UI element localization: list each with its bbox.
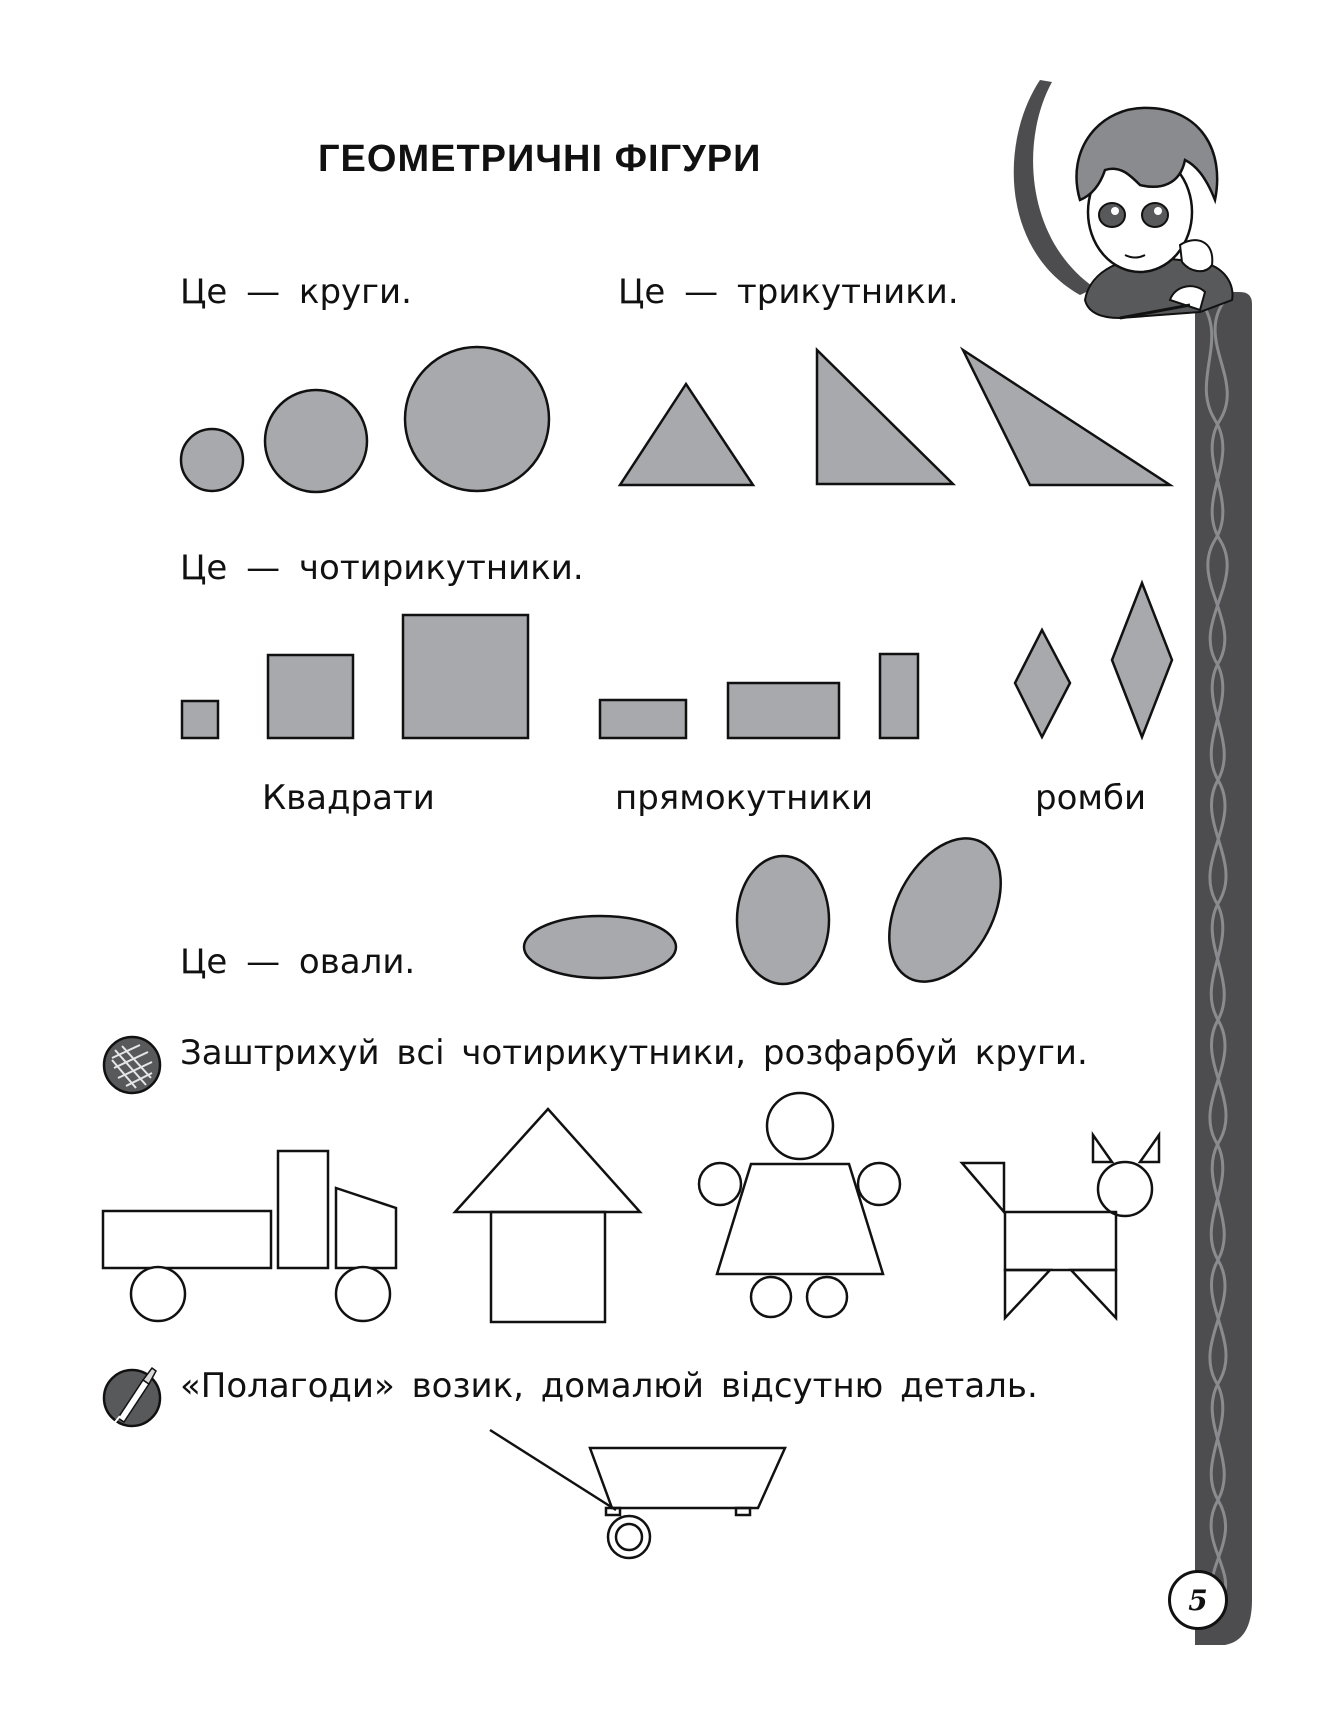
circle-small <box>181 429 243 491</box>
truck-figure <box>103 1151 396 1321</box>
rhombus-large <box>1112 583 1172 737</box>
oval-tilted <box>866 819 1023 1000</box>
page-number: 5 <box>1168 1570 1228 1630</box>
square-medium <box>268 655 353 738</box>
rectangle-3 <box>880 654 918 738</box>
circle-medium <box>265 390 367 492</box>
squares-caption: Квадрати <box>262 778 435 818</box>
triangle-equilateral <box>620 384 753 485</box>
triangle-obtuse <box>963 350 1170 485</box>
rhombi-group <box>1015 583 1172 737</box>
square-large <box>403 615 528 738</box>
ovals-group <box>524 819 1024 1000</box>
robot-figure <box>699 1093 900 1317</box>
square-small <box>182 701 218 738</box>
rectangle-2 <box>728 683 839 738</box>
circles-label: Це — круги. <box>180 272 412 312</box>
triangles-group <box>620 350 1170 485</box>
cat-figure <box>962 1135 1159 1318</box>
page-title: ГЕОМЕТРИЧНІ ФІГУРИ <box>318 138 762 180</box>
rectangle-1 <box>600 700 686 738</box>
task-2-text: «Полагоди» возик, домалюй відсутню деталь. <box>180 1366 1038 1406</box>
side-band <box>1195 292 1252 1645</box>
pen-icon <box>104 1368 160 1426</box>
oval-horizontal <box>524 916 676 978</box>
cart-figure <box>490 1430 785 1558</box>
rectangles-group <box>600 654 918 738</box>
circle-large <box>405 347 549 491</box>
oval-vertical <box>737 856 829 984</box>
triangles-label: Це — трикутники. <box>618 272 959 312</box>
rectangles-caption: прямокутники <box>615 778 874 818</box>
house-figure <box>455 1109 640 1322</box>
task-1-text: Заштрихуй всі чотирикутники, розфарбуй круги. <box>180 1033 1088 1073</box>
ovals-label: Це — овали. <box>180 942 416 982</box>
triangle-right <box>817 350 953 484</box>
squares-group <box>182 615 528 738</box>
rhombus-small <box>1015 630 1070 737</box>
rhombi-caption: ромби <box>1035 778 1147 818</box>
circles-group <box>181 347 549 492</box>
hatch-icon <box>104 1037 160 1093</box>
boy-illustration <box>1014 80 1233 318</box>
quadrilaterals-label: Це — чотирикутники. <box>180 548 584 588</box>
